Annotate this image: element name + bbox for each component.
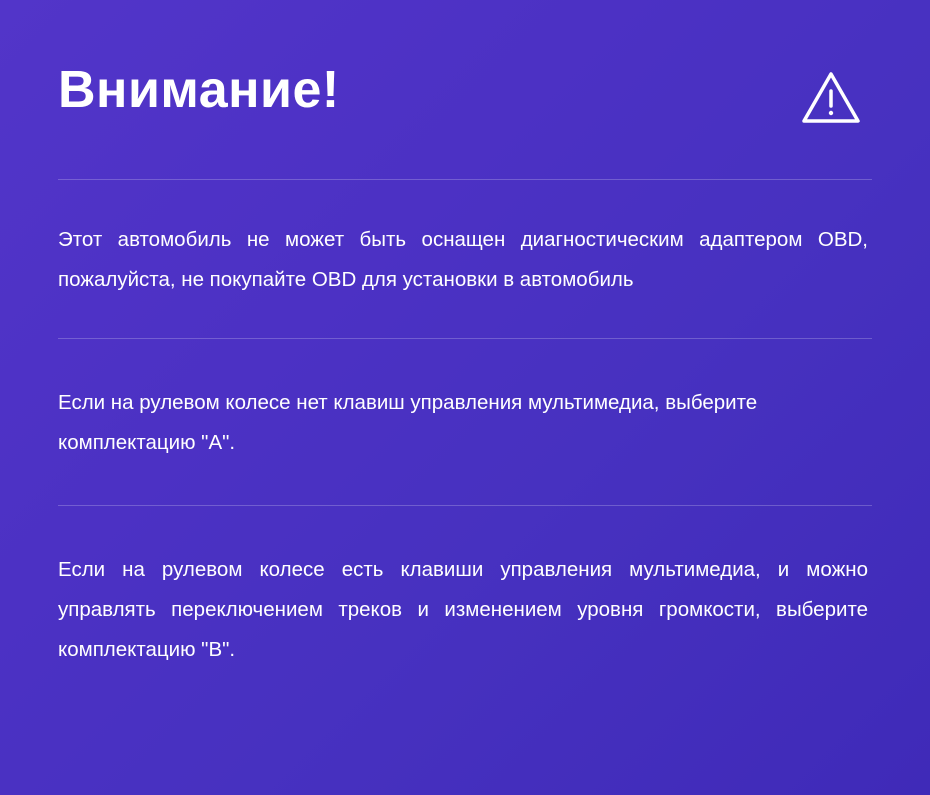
warning-triangle-icon: [800, 69, 862, 132]
section-trim-b-notice: [58, 506, 872, 710]
section-obd-notice: [58, 180, 872, 338]
section-trim-a-notice: [58, 339, 872, 505]
page-title: Внимание!: [58, 61, 340, 119]
section-obd-notice-text: Этот автомобиль не может быть оснащен диагностическим адаптером OBD, пожалуйста, не покупайте OBD для установки в автомобиль: [58, 228, 868, 291]
section-trim-b-notice-text: Если на рулевом колесе есть клавиши управления мультимедиа, и можно управлять переключением треков и изменением уровня громкости, выберите комплектацию "B".: [58, 557, 868, 661]
card-header: [58, 55, 872, 132]
section-trim-a-notice-text: Если на рулевом колесе нет клавиш управления мультимедиа, выберите комплектацию "A".: [58, 390, 758, 454]
